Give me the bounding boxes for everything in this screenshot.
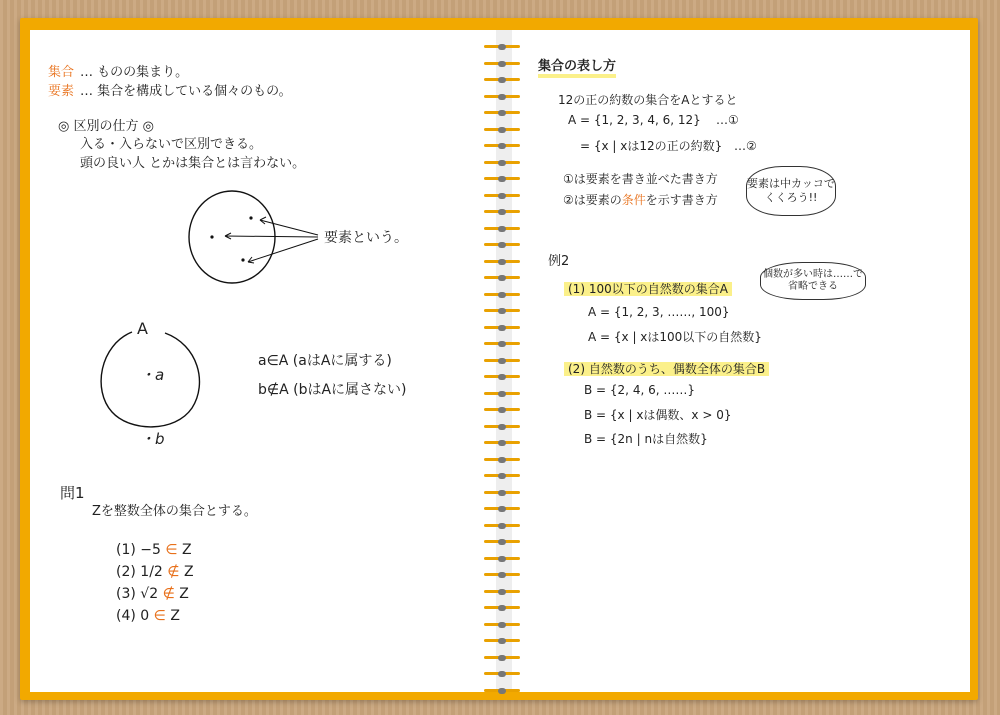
note-1: ①は要素を書き並べた書き方 <box>563 172 718 186</box>
example-2-eq-2: B = {x | xは偶数、x > 0} <box>584 408 732 422</box>
def-term-element: 要素 <box>48 84 75 99</box>
element-dot-3 <box>241 258 244 261</box>
arrow-3 <box>248 239 318 262</box>
set-label: A <box>137 319 148 338</box>
def-text-element: … 集合を構成している個々のもの。 <box>80 84 292 99</box>
equation-2-tag: …② <box>734 139 757 153</box>
question-item: (2) 1/2 ∉ Z <box>116 564 194 580</box>
question-title: 問1 <box>60 484 85 502</box>
example-1-eq-1: A = {1, 2, 3, ……, 100} <box>588 305 730 319</box>
question-item: (4) 0 ∈ Z <box>116 608 180 624</box>
question-item: (3) √2 ∉ Z <box>116 586 189 602</box>
equation-2: = {x | xは12の正の約数} <box>580 139 723 153</box>
equation-1: A = {1, 2, 3, 4, 6, 12} <box>568 113 701 127</box>
example-1-eq-2: A = {x | xは100以下の自然数} <box>588 330 762 344</box>
def-text-set: … ものの集まり。 <box>80 65 189 80</box>
question-text: Zを整数全体の集合とする。 <box>92 504 257 519</box>
question-item: (1) −5 ∈ Z <box>116 542 192 558</box>
element-diagram-circle <box>189 191 275 283</box>
belong-statement: a∈A (aはAに属する) <box>258 353 392 369</box>
element-outside: ・b <box>140 430 165 448</box>
element-inside: ・a <box>140 366 165 384</box>
tip-bubble-braces: 要素は中カッコでくくろう!! <box>746 166 836 216</box>
not-belong-statement: b∉A (bはAに属さない) <box>258 382 407 398</box>
element-dot-1 <box>249 216 252 219</box>
element-dot-2 <box>210 235 213 238</box>
example-2-eq-1: B = {2, 4, 6, ……} <box>584 383 695 397</box>
intro-line: 12の正の約数の集合をAとすると <box>558 93 738 107</box>
def-term-set: 集合 <box>48 65 75 80</box>
arrow-2 <box>225 236 318 237</box>
section-heading: 集合の表し方 <box>538 60 616 78</box>
rule-title: ◎ 区別の仕方 ◎ <box>58 119 154 134</box>
example-1-title: (1) 100以下の自然数の集合A <box>564 282 732 296</box>
example-2-eq-3: B = {2n | nは自然数} <box>584 432 708 446</box>
example-2-title: (2) 自然数のうち、偶数全体の集合B <box>564 362 769 376</box>
equation-1-tag: …① <box>716 113 739 127</box>
rule-line-2: 頭の良い人 とかは集合とは言わない。 <box>80 156 306 171</box>
example-title: 例2 <box>548 254 570 269</box>
arrow-1 <box>260 220 318 235</box>
rule-line-1: 入る・入らないで区別できる。 <box>80 137 263 152</box>
tip-bubble-ellipsis: 個数が多い時は……で省略できる <box>760 262 866 300</box>
diagram-label: 要素という。 <box>324 230 408 246</box>
note-2: ②は要素の条件を示す書き方 <box>563 193 718 207</box>
